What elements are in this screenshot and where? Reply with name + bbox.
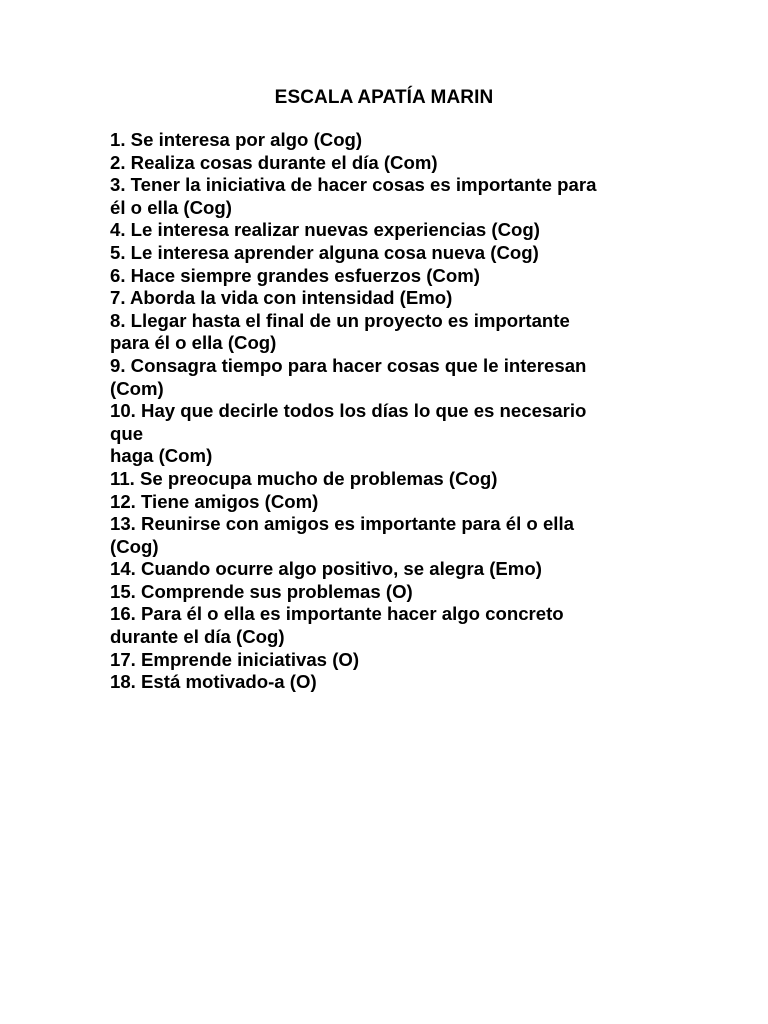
- scale-item-10: 10. Hay que decirle todos los días lo que es necesario que haga (Com): [110, 400, 587, 467]
- document-title: ESCALA APATÍA MARIN: [274, 87, 494, 108]
- scale-item-17: 17. Emprende iniciativas (O): [110, 648, 360, 670]
- scale-item-1: 1. Se interesa por algo (Cog): [110, 129, 363, 150]
- scale-item-6: 6. Hace siempre grandes esfuerzos (Com): [110, 264, 480, 286]
- scale-item-8: 8. Llegar hasta el final de un proyecto es importante para él o ella (Cog): [110, 309, 570, 354]
- scale-item-12: 12. Tiene amigos (Com): [110, 490, 319, 512]
- scale-item-18: 18. Está motivado-a (O): [110, 671, 317, 693]
- scale-item-3: 3. Tener la iniciativa de hacer cosas es importante para él o ella (Cog): [110, 174, 597, 218]
- scale-item-9: 9. Consagra tiempo para hacer cosas que le interesan (Com): [110, 354, 587, 399]
- scale-item-15: 15. Comprende sus problemas (O): [110, 580, 413, 602]
- scale-item-7: 7. Aborda la vida con intensidad (Emo): [110, 287, 453, 309]
- scale-item-11: 11. Se preocupa mucho de problemas (Cog): [110, 467, 498, 489]
- scale-item-13: 13. Reunirse con amigos es importante para él o ella (Cog): [110, 513, 574, 557]
- scale-item-2: 2. Realiza cosas durante el día (Com): [110, 151, 438, 173]
- scale-item-14: 14. Cuando ocurre algo positivo, se alegra (Emo): [110, 558, 542, 580]
- scale-item-list: [110, 129, 658, 694]
- scale-item-4: 4. Le interesa realizar nuevas experiencias (Cog): [110, 219, 540, 241]
- scale-item-16: 16. Para él o ella es importante hacer algo concreto durante el día (Cog): [110, 603, 564, 648]
- scale-item-5: 5. Le interesa aprender alguna cosa nueva (Cog): [110, 241, 539, 263]
